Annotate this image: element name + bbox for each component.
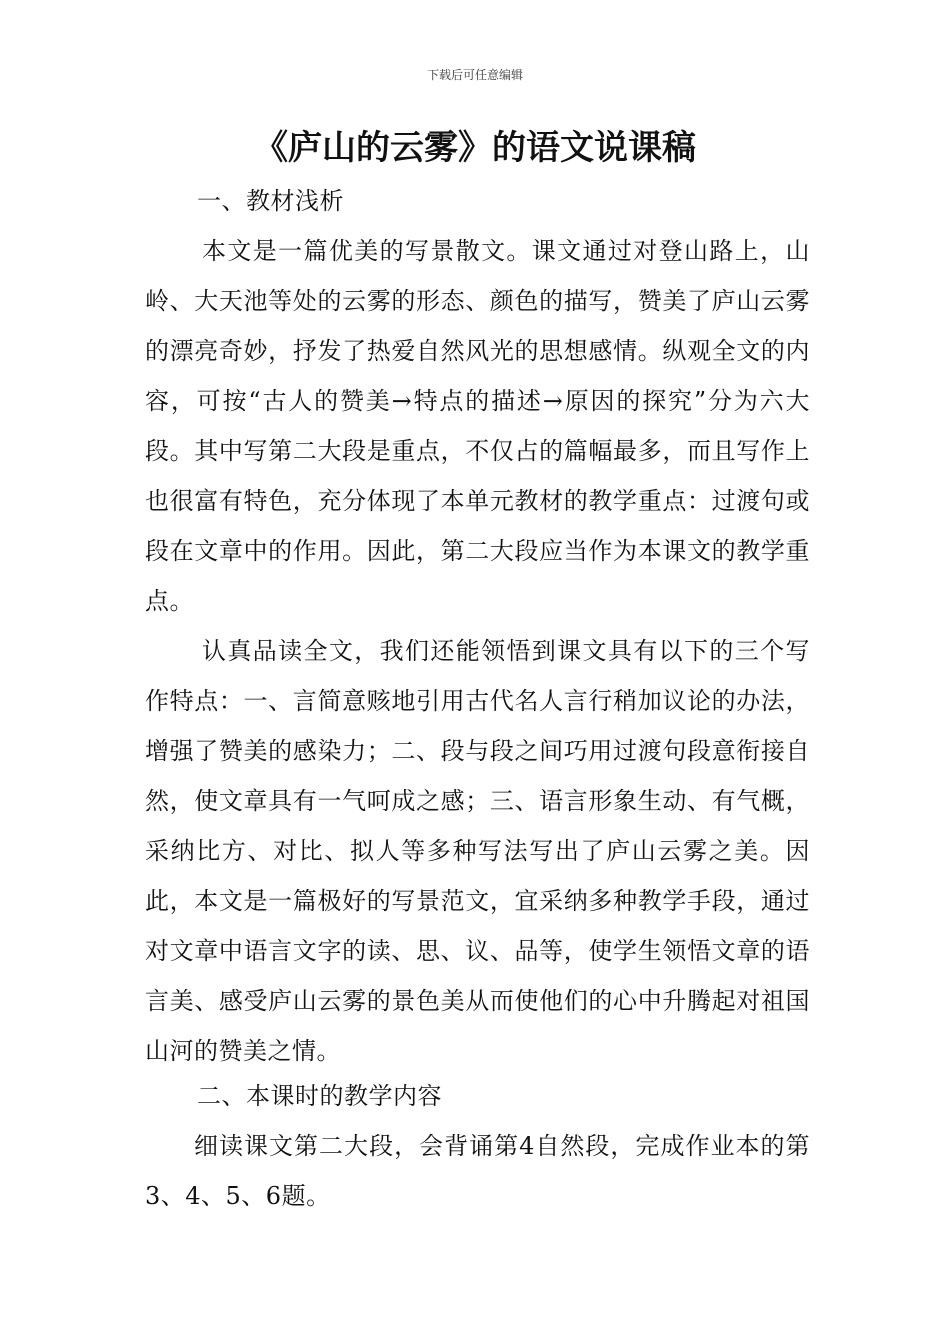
section-heading-lesson-content: 二、本课时的教学内容 (197, 1082, 442, 1110)
section-heading-teaching-material: 一、教材浅析 (197, 187, 344, 215)
paragraph-writing-features: 认真品读全文，我们还能领悟到课文具有以下的三个写作特点：一、言简意赅地引用古代名人言行稍加议论的办法，增强了赞美的感染力；二、段与段之间巧用过渡句段意衔接自然，使文章具有一气呵成之感；三、语言形象生动、有气概，采纳比方、对比、拟人等多种写法写出了庐山云雾之美。因此，本文是一篇极好的写景范文，宜采纳多种教学手段，通过对文章中语言文字的读、思、议、品等，使学生领悟文章的语言美、感受庐山云雾的景色美从而使他们的心中升腾起对祖国山河的赞美之情。 (145, 637, 810, 1065)
header-note: 下载后可任意编辑 (426, 68, 523, 82)
paragraph-material-analysis: 本文是一篇优美的写景散文。课文通过对登山路上，山岭、大天池等处的云雾的形态、颜色的描写，赞美了庐山云雾的漂亮奇妙，抒发了热爱自然风光的思想感情。纵观全文的内容，可按“古人的赞美→特点的描述→原因的探究”分为六大段。其中写第二大段是重点，不仅占的篇幅最多，而且写作上也很富有特色，充分体现了本单元教材的教学重点：过渡句或段在文章中的作用。因此，第二大段应当作为本课文的教学重点。 (145, 237, 810, 615)
paragraph-lesson-content: 细读课文第二大段，会背诵第4自然段，完成作业本的第3、4、5、6题。 (145, 1132, 810, 1210)
document-title: 《庐山的云雾》的语文说课稿 (254, 128, 696, 168)
